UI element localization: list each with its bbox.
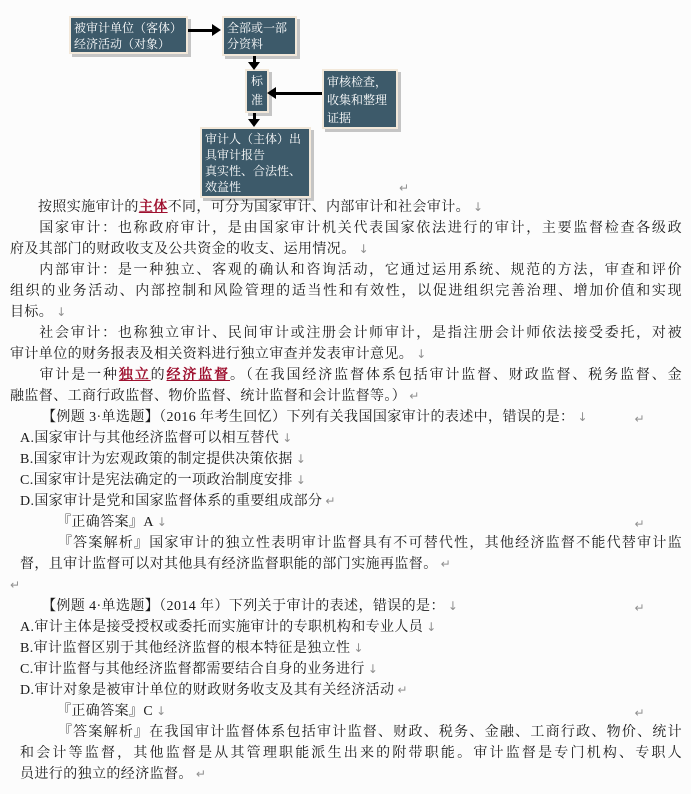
text-line [10, 302, 682, 323]
flowchart-box-standard [245, 69, 269, 113]
text-line [10, 281, 682, 302]
paragraph-mark: ↵ [634, 412, 645, 426]
state-audit-paragraph [10, 218, 682, 260]
line-break-mark: ↓ [156, 704, 167, 718]
paragraph-mark: ↵ [10, 578, 21, 592]
flowchart-box-materials [222, 16, 297, 56]
box-text-line: 证据 [327, 111, 352, 125]
question-4-option-b [20, 638, 682, 659]
line-break-mark: ↓ [447, 599, 458, 613]
text-segment: 员进行的独立的经济监督。 [20, 767, 193, 782]
arrow-line [188, 29, 213, 32]
question-4-header [14, 596, 682, 617]
line-break-mark: ↓ [56, 305, 67, 319]
text-segment: 融监督、工商行政监督、物价监督、统计监督和会计监督等。） [10, 389, 407, 404]
text-line [10, 218, 682, 239]
box-text-line: 全部或一部 [227, 21, 288, 35]
social-audit-paragraph [10, 323, 682, 365]
paragraph-mark: ↵ [195, 767, 206, 781]
line-break-mark: ↓ [358, 242, 369, 256]
text-line [20, 470, 682, 491]
text-line [20, 512, 682, 533]
first-line-indent [20, 525, 57, 526]
text-segment: 【例题 3·单选题】（2016 年考生回忆）下列有关我国国家审计的表述中，错误的是： [42, 410, 575, 425]
question-4-option-d [20, 680, 682, 701]
text-segment: B.审计监督区别于其他经济监督的根本特征是独立性 [20, 641, 351, 656]
line-break-mark: ↓ [577, 410, 588, 424]
question-3-answer [20, 512, 682, 533]
box-text-line: 准 [250, 93, 263, 107]
line-break-mark: ↓ [156, 515, 167, 529]
text-segment: 『正确答案』A [57, 515, 154, 530]
line-break-mark: ↓ [426, 620, 437, 634]
question-3-header [14, 407, 682, 428]
intro-paragraph [10, 197, 682, 218]
text-line [10, 386, 682, 407]
economic-supervision-paragraph [10, 365, 682, 407]
question-3-option-c [20, 470, 682, 491]
flowchart-box-audited-unit [69, 16, 188, 54]
text-line [10, 260, 682, 281]
arrow-head-icon [248, 119, 260, 127]
question-3-analysis [20, 533, 682, 575]
text-line [14, 596, 682, 617]
document-body [0, 197, 691, 785]
paragraph-mark: ↵ [634, 517, 645, 531]
box-text-line: 效益性 [205, 180, 242, 194]
text-line [20, 533, 682, 554]
box-text-line: 具审计报告 [205, 148, 266, 162]
text-line [10, 239, 682, 260]
text-line [20, 428, 682, 449]
paragraph-mark: ↵ [634, 706, 645, 720]
first-line-indent [10, 210, 38, 211]
text-segment: D.审计对象是被审计单位的财政财务收支及其有关经济活动 [20, 683, 395, 698]
text-line [10, 197, 682, 218]
flowchart-box-review-collect [322, 69, 398, 129]
text-line [20, 701, 682, 722]
text-segment: 审计单位的财务报表及相关资料进行独立审查并发表审计意见。 [10, 347, 414, 362]
question-3-option-b [20, 449, 682, 470]
text-line [10, 344, 682, 365]
text-segment: A.国家审计与其他经济监督可以相互替代 [20, 431, 280, 446]
text-segment: 『正确答案』C [57, 704, 154, 719]
text-line [14, 407, 682, 428]
box-text-line: 收集和整理 [327, 93, 388, 107]
paragraph-mark: ↵ [399, 181, 410, 195]
highlighted-term: 主体 [138, 200, 168, 215]
question-4-analysis [20, 722, 682, 785]
box-text-line: 经济活动（对象） [74, 37, 171, 51]
highlighted-term: 独立 [118, 368, 151, 383]
question-3-option-d [20, 491, 682, 512]
highlighted-term: 经济监督 [166, 368, 231, 383]
first-line-indent [14, 609, 42, 610]
paragraph-mark: ↵ [397, 683, 408, 697]
question-3-option-a [20, 428, 682, 449]
text-segment: 【例题 4·单选题】（2014 年）下列关于审计的表述，错误的是： [42, 599, 445, 614]
text-segment: C.国家审计是宪法确定的一项政治制度安排 [20, 473, 293, 488]
internal-audit-paragraph [10, 260, 682, 323]
box-text-line: 被审计单位（客体） [74, 21, 183, 35]
text-line [10, 323, 682, 344]
text-line [20, 743, 682, 764]
first-line-indent [20, 714, 57, 715]
text-segment: 内部审计：是一种独立、客观的确认和咨询活动，它通过运用系统、规范的方法，审查和评价 [38, 263, 682, 278]
line-break-mark: ↓ [295, 452, 306, 466]
paragraph-mark: ↵ [440, 557, 451, 571]
paragraph-mark: ↵ [409, 389, 420, 403]
question-4-answer [20, 701, 682, 722]
text-line [7, 575, 682, 596]
text-line [20, 722, 682, 743]
first-line-indent [20, 546, 57, 547]
first-line-indent [10, 336, 38, 337]
text-line [20, 617, 682, 638]
text-segment: 督，且审计监督可以对其他具有经济监督职能的部门实施再监督。 [20, 557, 438, 572]
text-segment: 府及其部门的财政收支及公共资金的收支、运用情况。 [10, 242, 356, 257]
text-line [20, 491, 682, 512]
text-segment: C.审计监督与其他经济监督都需要结合自身的业务进行 [20, 662, 365, 677]
flowchart-box-auditor-report [200, 127, 311, 198]
text-segment: 『答案解析』在我国审计监督体系包括审计监督、财政、税务、金融、工商行政、物价、统计 [57, 725, 682, 740]
text-segment: B.国家审计为宏观政策的制定提供决策依据 [20, 452, 293, 467]
text-segment: 审计是一种 [38, 368, 119, 383]
first-line-indent [14, 420, 42, 421]
text-segment: 组织的业务活动、内部控制和风险管理的适当性和有效性，以促进组织完善治理、增加价值和实现 [10, 284, 682, 299]
text-segment: D.国家审计是党和国家监督体系的重要组成部分 [20, 494, 323, 509]
paragraph-mark: ↵ [325, 494, 336, 508]
text-line [20, 764, 682, 785]
text-line [20, 449, 682, 470]
question-4-option-c [20, 659, 682, 680]
box-text-line: 标 [250, 74, 263, 88]
first-line-indent [20, 735, 57, 736]
line-break-mark: ↓ [416, 347, 427, 361]
first-line-indent [10, 378, 38, 379]
arrow-line [276, 92, 322, 95]
text-segment: 社会审计：也称独立审计、民间审计或注册会计师审计，是指注册会计师依法接受委托，对被 [38, 326, 682, 341]
text-segment: 不同，可分为国家审计、内部审计和社会审计。 [167, 200, 471, 215]
text-line [10, 365, 682, 386]
arrow-head-icon [248, 62, 260, 70]
arrow-head-icon [267, 87, 276, 99]
box-text-line: 真实性、合法性、 [205, 164, 302, 178]
text-line [20, 554, 682, 575]
text-segment: 的 [150, 368, 167, 383]
paragraph-mark: ↵ [634, 601, 645, 615]
line-break-mark: ↓ [353, 641, 364, 655]
text-segment: 国家审计：也称政府审计，是由国家审计机关代表国家依法进行的审计，主要监督检查各级政 [38, 221, 682, 236]
text-segment: 『答案解析』国家审计的独立性表明审计监督具有不可替代性，其他经济监督不能代替审计监 [57, 536, 682, 551]
arrow-head-icon [212, 24, 221, 36]
line-break-mark: ↓ [473, 200, 484, 214]
text-line [20, 680, 682, 701]
text-segment: A.审计主体是接受授权或委托而实施审计的专职机构和专业人员 [20, 620, 424, 635]
question-4-option-a [20, 617, 682, 638]
first-line-indent [10, 273, 38, 274]
line-break-mark: ↓ [282, 431, 293, 445]
text-line [20, 659, 682, 680]
first-line-indent [10, 231, 38, 232]
text-segment: 。（在我国经济监督体系包括审计监督、财政监督、税务监督、金 [230, 368, 683, 383]
audit-flowchart [0, 0, 691, 197]
box-text-line: 审计人（主体）出 [205, 132, 302, 146]
line-break-mark: ↓ [295, 473, 306, 487]
text-segment: 和会计等监督，其他监督是从其管理职能派生出来的附带职能。审计监督是专门机构、专职人 [20, 746, 682, 761]
text-line [20, 638, 682, 659]
line-break-mark: ↓ [367, 662, 378, 676]
blank-line [7, 575, 682, 596]
box-text-line: 审核检查， [327, 75, 388, 89]
text-segment: 按照实施审计的 [38, 200, 139, 215]
box-text-line: 分资料 [227, 37, 264, 51]
text-segment: 目标。 [10, 305, 54, 320]
